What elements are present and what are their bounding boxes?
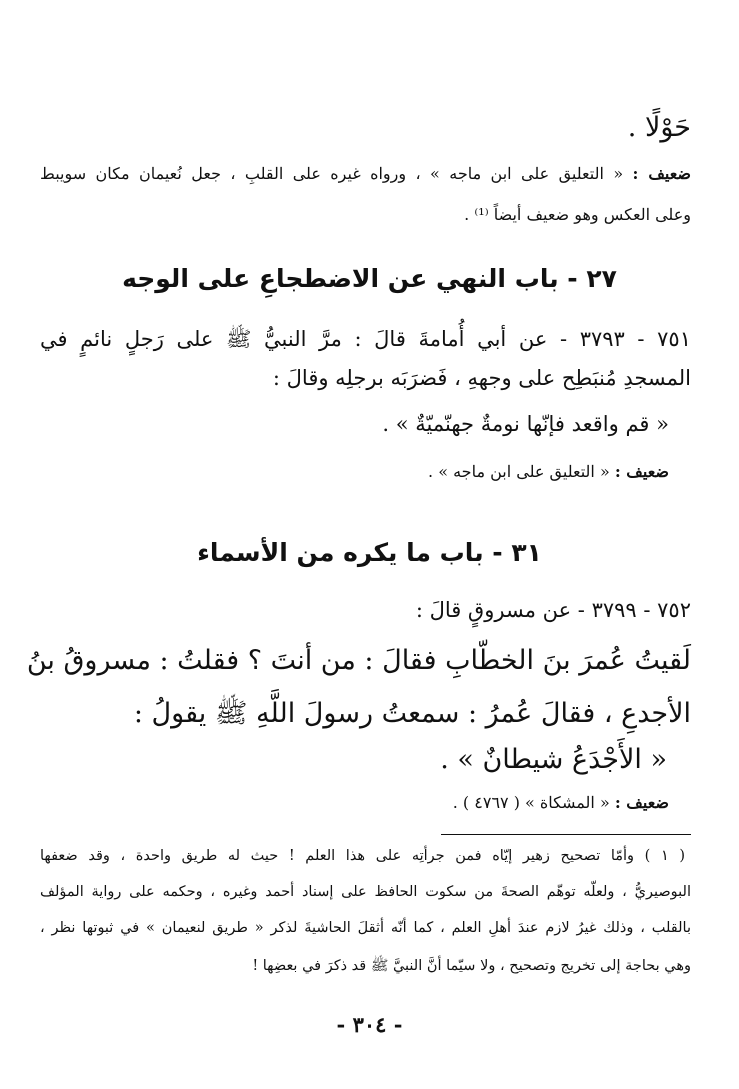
grade-label: ضعيف : bbox=[632, 164, 692, 183]
hadith-751-line-3: « قم واقعد فإنّها نومةٌ جهنّميّةٌ » . bbox=[382, 412, 669, 436]
footnote-divider bbox=[441, 834, 691, 835]
chapter-heading-27: ٢٧ - باب النهي عن الاضطجاعِ على الوجه bbox=[122, 264, 617, 293]
grade-text: « التعليق على ابن ماجه » ، ورواه غيره على القلبِ ، جعل نُعيمان مكان سويبط bbox=[40, 164, 624, 183]
hadith-752-line-1: ٧٥٢ - ٣٧٩٩ - عن مسروقٍ قالَ : bbox=[415, 598, 691, 622]
footnote-line-3: بالقلب ، وذلك غيرُ لازم عندَ أهلِ العلم ، كما أنّه أثقلَ الحاشيةَ لذكر « طريق لنعيمان » في ثبوتها نظر ، bbox=[40, 920, 691, 936]
hadith-752-grade bbox=[453, 793, 669, 812]
footnote-line-4: وهي بحاجة إلى تخريج وتصحيح ، ولا سيّما أنَّ النبيَّ ﷺ قد ذكرَ في بعضِها ! bbox=[252, 958, 691, 974]
grade-text: « التعليق على ابن ماجه » . bbox=[428, 462, 610, 481]
footnote-line-1: ( ١ ) وأمّا تصحيح زهير إيّاه فمن جرأتِه على هذا العلم ! حيث له طريق واحدة ، وقد ضعفها bbox=[40, 848, 685, 864]
previous-hadith-ending: حَوْلًا . bbox=[627, 112, 691, 143]
footnote-line-2: البوصيريُّ ، ولعلّه توهّم الصحةَ من سكوت الحافظ على إسناد أحمد وغيره ، وحكمه على رواية المؤلف bbox=[40, 884, 691, 900]
hadith-751-line-1: ٧٥١ - ٣٧٩٣ - عن أبي أُمامةَ قالَ : مرَّ النبيُّ ﷺ على رَجلٍ نائمٍ في bbox=[40, 327, 691, 351]
grade-text: « المشكاة » ( ٤٧٦٧ ) . bbox=[452, 793, 610, 812]
grade-label: ضعيف : bbox=[614, 462, 669, 481]
chapter-heading-31: ٣١ - باب ما يكره من الأسماء bbox=[197, 538, 542, 567]
hadith-752-line-4: « الأَجْدَعُ شيطانٌ » . bbox=[440, 744, 667, 775]
hadith-752-line-2: لَقيتُ عُمرَ بنَ الخطّابِ فقالَ : من أنتَ ؟ فقلتُ : مسروقُ بنُ bbox=[26, 645, 691, 676]
hadith-751-grade bbox=[428, 462, 669, 481]
grade-note-line-1 bbox=[40, 164, 691, 183]
hadith-751-line-2: المسجدِ مُنبَطِح على وجههِ ، فَضرَبَه برجلِه وقالَ : bbox=[272, 366, 691, 390]
page-number: - ٣٠٤ - bbox=[336, 1012, 403, 1037]
grade-note-line-2: وعلى العكس وهو ضعيف أيضاً ⁽¹⁾ . bbox=[464, 205, 691, 224]
grade-label: ضعيف : bbox=[614, 793, 669, 812]
hadith-752-line-3: الأجدعِ ، فقالَ عُمرُ : سمعتُ رسولَ اللَّهِ ﷺ يقولُ : bbox=[133, 698, 691, 729]
